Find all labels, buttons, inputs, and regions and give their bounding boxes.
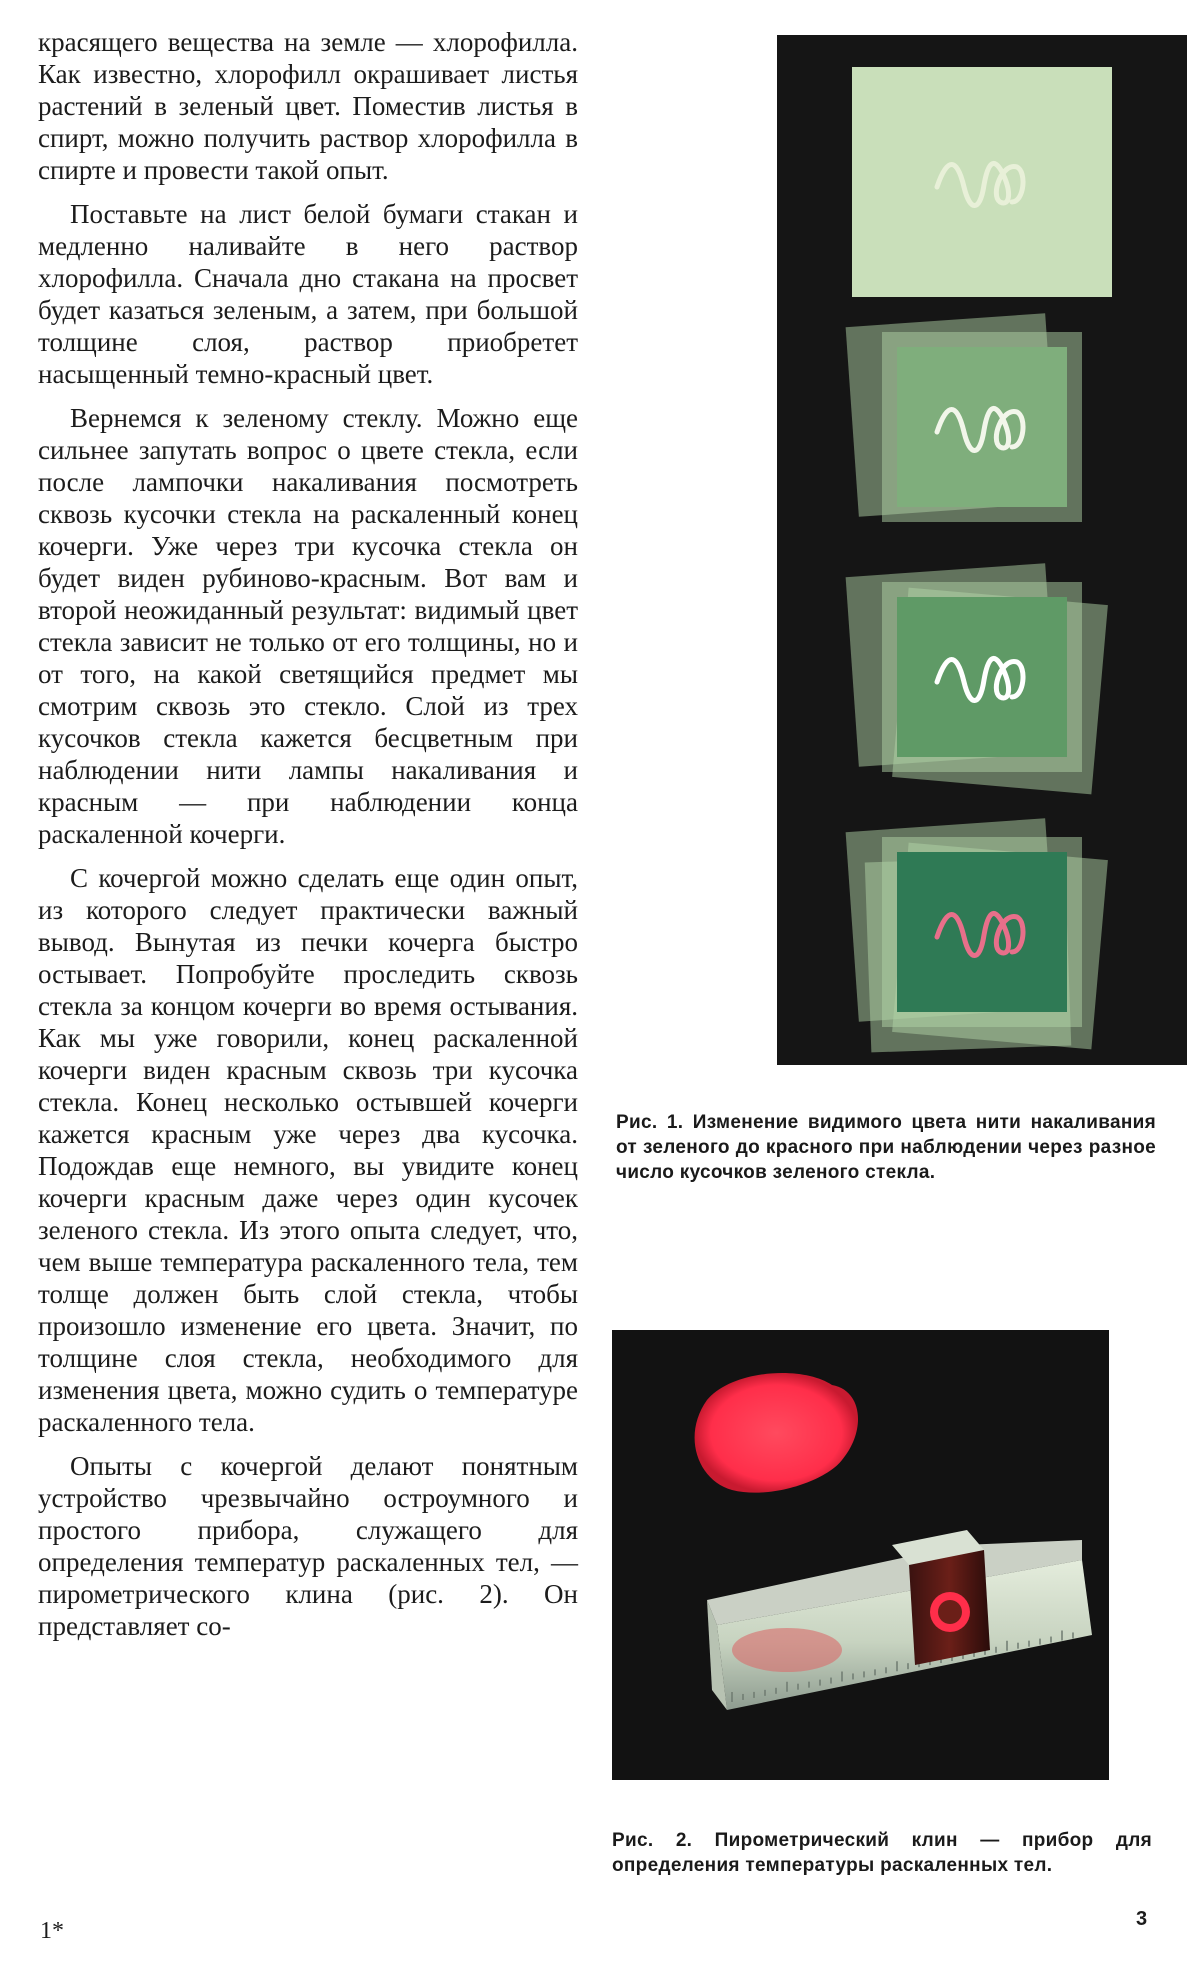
paragraph-3: Вернемся к зеленому стеклу. Можно еще сильнее запутать вопрос о цвете стекла, если после лампочки накаливания посмотреть сквозь кусочки стекла на раскаленный конец кочерги. Уже через три кусочка стекла он будет виден рубиново-красным. Вот вам и второй неожиданный результат: видимый цвет стекла зависит не только от его толщины, но и от того, на какой светящийся предмет мы смотрим сквозь это стекло. Слой из трех кусочков стекла кажется бесцветным при наблюдении нити лампы накаливания и красным — при наблюдении конца раскаленной кочерги. [38, 403, 578, 849]
glass-core [897, 597, 1067, 757]
figure-1-photo [777, 35, 1187, 1065]
glass-core [897, 347, 1067, 507]
filament [932, 897, 1032, 967]
filament [932, 147, 1032, 217]
sighting-glow-center [938, 1600, 962, 1624]
red-reflection [732, 1628, 842, 1672]
figure-2-photo [612, 1330, 1109, 1780]
glass-core [897, 102, 1067, 262]
pyrometric-wedge-illustration [612, 1330, 1109, 1780]
glass-core [897, 852, 1067, 1012]
paragraph-2: Поставьте на лист белой бумаги стакан и медленно наливайте в него раствор хлорофилла. Сначала дно стакана на просвет будет казаться зеленым, а затем, при большой толщине слоя, раствор приобретет насыщенный темно-красный цвет. [38, 199, 578, 389]
glass-panel-1 [852, 67, 1112, 297]
figure-2-caption: Рис. 2. Пирометрический клин — прибор для определения температуры раскаленных тел. [612, 1830, 1152, 1876]
signature-mark: 1* [40, 1918, 64, 1944]
paragraph-4: С кочергой можно сделать еще один опыт, из которого следует практически важный вывод. Вынутая из печки кочерга быстро остывает. Попробуйте проследить сквозь стекла за концом кочерги во время остывания. Как мы уже говорили, конец раскаленной кочерги виден красным сквозь три кусочка стекла. Конец несколько остывшей кочерги кажется красным уже через два кусочка. Подождав еще немного, вы увидите конец кочерги красным даже через один кусочек зеленого стекла. Из этого опыта следует, что, чем выше температура раскаленного тела, тем толще должен быть слой стекла, чтобы произошло изменение его цвета. Значит, по толщине слоя стекла, необходимого для изменения цвета, можно судить о температуре раскаленного тела. [38, 863, 578, 1437]
filament [932, 642, 1032, 712]
filament [932, 392, 1032, 462]
paragraph-1: красящего вещества на земле — хлорофилла. Как известно, хлорофилл окрашивает листья растений в зеленый цвет. Поместив листья в спирт, можно получить раствор хлорофилла в спирте и провести такой опыт. [38, 27, 578, 185]
body-text-column [38, 26, 578, 1654]
figure-1-caption: Рис. 1. Изменение видимого цвета нити накаливания от зеленого до красного при наблюдении через разное число кусочков зеленого стекла. [616, 1112, 1156, 1183]
hot-object-glow [695, 1373, 858, 1493]
glass-panel-3 [832, 557, 1132, 797]
page-number: 3 [1136, 1908, 1148, 1930]
glass-panel-2 [832, 307, 1132, 547]
paragraph-5: Опыты с кочергой делают понятным устройство чрезвычайно остроумного и простого прибора, служащего для определения температур раскаленных тел, —пирометрического клина (рис. 2). Он представляет со- [38, 1451, 578, 1641]
glass-panel-4 [832, 807, 1132, 1057]
